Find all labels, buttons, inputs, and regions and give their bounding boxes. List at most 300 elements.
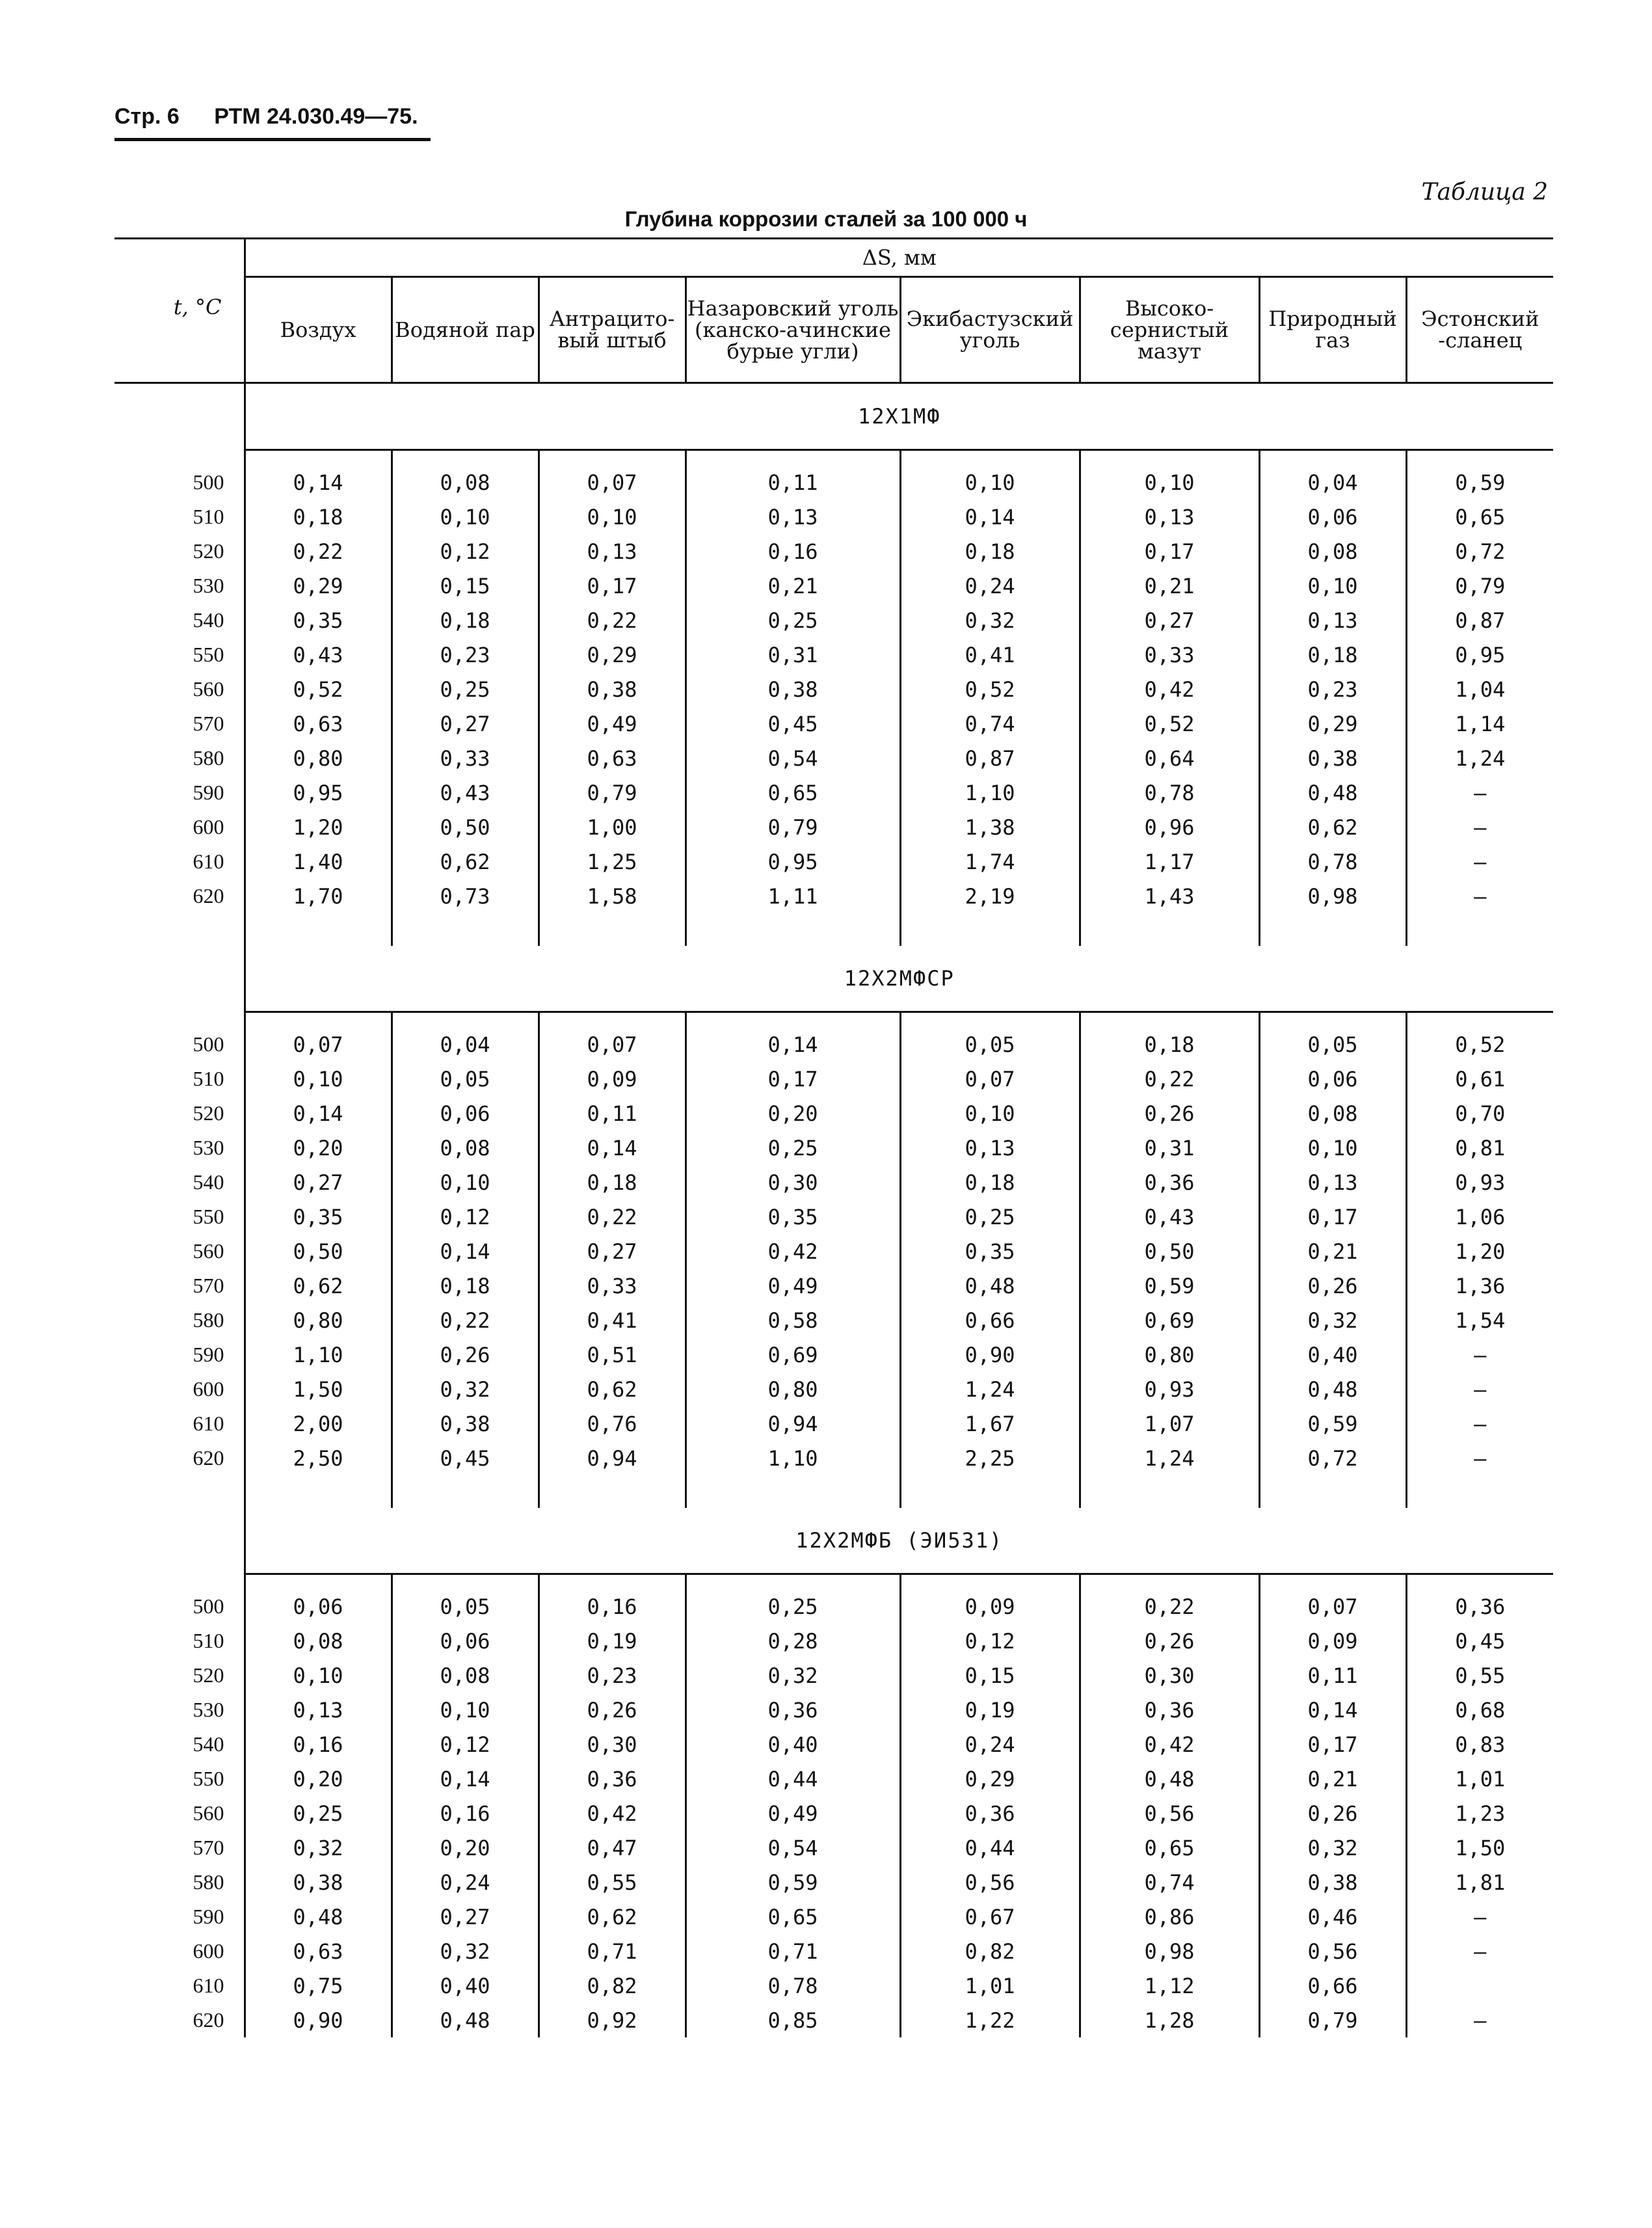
temperature-cell: 560 [193, 677, 224, 701]
value-cell: — [1406, 1441, 1553, 1475]
value-cell: 1,10 [686, 1441, 900, 1475]
spacer-cell [1259, 913, 1406, 946]
spacer-cell [392, 1574, 539, 1590]
value-cell: 0,10 [900, 1096, 1080, 1131]
spacer-cell [900, 1012, 1080, 1028]
table-row [114, 1200, 1553, 1234]
value-cell: 0,12 [900, 1624, 1080, 1658]
value-cell: 0,66 [900, 1303, 1080, 1337]
value-cell: 0,59 [686, 1865, 900, 1899]
document-code: РТМ 24.030.49—75. [214, 104, 418, 129]
value-cell: 0,05 [1259, 1027, 1406, 1062]
value-cell: 0,23 [392, 638, 539, 672]
value-cell: 0,05 [900, 1027, 1080, 1062]
value-cell: 0,10 [245, 1062, 392, 1096]
value-cell: 0,08 [392, 465, 539, 500]
table-row [114, 638, 1553, 672]
spacer-cell [392, 1012, 539, 1028]
spacer-cell [686, 1475, 900, 1508]
value-cell: 0,81 [1406, 1131, 1553, 1165]
value-cell: 0,98 [1259, 879, 1406, 913]
value-cell: 0,17 [1259, 1200, 1406, 1234]
value-cell: 0,25 [245, 1796, 392, 1831]
value-cell: 0,31 [1080, 1131, 1259, 1165]
value-cell: 0,54 [686, 1831, 900, 1865]
value-cell: 0,63 [539, 741, 686, 775]
spacer-cell [686, 913, 900, 946]
value-cell: 0,41 [900, 638, 1080, 672]
value-cell: 0,74 [900, 706, 1080, 741]
value-cell: 0,20 [392, 1831, 539, 1865]
value-cell: 0,62 [245, 1268, 392, 1303]
value-cell: 0,04 [1259, 465, 1406, 500]
value-cell: 1,70 [245, 879, 392, 913]
spacer-cell [539, 450, 686, 466]
value-cell: 0,95 [686, 844, 900, 879]
value-cell: 0,25 [686, 1131, 900, 1165]
value-cell: 0,17 [539, 569, 686, 603]
value-cell: 1,06 [1406, 1200, 1553, 1234]
value-cell: 0,42 [539, 1796, 686, 1831]
value-cell: 0,15 [900, 1658, 1080, 1693]
value-cell: 0,26 [1259, 1268, 1406, 1303]
value-cell: 1,14 [1406, 706, 1553, 741]
value-cell: 0,06 [1259, 1062, 1406, 1096]
value-cell: 0,72 [1406, 534, 1553, 569]
value-cell: 0,42 [1080, 672, 1259, 706]
value-cell: 0,32 [392, 1372, 539, 1406]
value-cell: 0,75 [245, 1968, 392, 2003]
table-row [114, 1027, 1553, 1062]
value-cell: 0,14 [245, 1096, 392, 1131]
value-cell: 0,98 [1080, 1934, 1259, 1968]
value-cell: 0,08 [392, 1658, 539, 1693]
corrosion-table [114, 237, 1553, 2037]
value-cell: 0,20 [245, 1762, 392, 1796]
temperature-cell: 560 [193, 1239, 224, 1263]
value-cell: 0,64 [1080, 741, 1259, 775]
table-row [114, 1441, 1553, 1475]
table-row [114, 672, 1553, 706]
value-cell: 0,29 [900, 1762, 1080, 1796]
value-cell: 0,71 [686, 1934, 900, 1968]
spacer-row [114, 1012, 1553, 1028]
value-cell: 0,08 [1259, 1096, 1406, 1131]
value-cell: 0,22 [539, 1200, 686, 1234]
value-cell: 2,00 [245, 1406, 392, 1441]
table-caption: Глубина коррозии сталей за 100 000 ч [624, 207, 1028, 231]
value-cell: 0,38 [392, 1406, 539, 1441]
spacer-cell [245, 1475, 392, 1508]
temperature-cell: 610 [193, 1974, 224, 1997]
value-cell: 0,13 [686, 500, 900, 534]
value-cell: 1,40 [245, 844, 392, 879]
temperature-cell: 600 [193, 815, 224, 839]
value-cell: 0,45 [1406, 1624, 1553, 1658]
value-cell: 0,49 [539, 706, 686, 741]
value-cell: 0,95 [1406, 638, 1553, 672]
value-cell: 0,22 [392, 1303, 539, 1337]
value-cell: 0,55 [1406, 1658, 1553, 1693]
value-cell: 0,25 [686, 603, 900, 638]
value-cell [1406, 1968, 1553, 2003]
value-cell: 0,63 [245, 706, 392, 741]
value-cell: 0,36 [1080, 1165, 1259, 1200]
value-cell: 0,26 [539, 1693, 686, 1727]
column-header: Воздух [245, 277, 392, 383]
value-cell: 1,58 [539, 879, 686, 913]
value-cell: 1,43 [1080, 879, 1259, 913]
value-cell: 0,13 [1259, 1165, 1406, 1200]
value-cell: — [1406, 1899, 1553, 1934]
value-cell: 0,13 [1080, 500, 1259, 534]
value-cell: 0,05 [392, 1589, 539, 1624]
column-header: Антрацито-вый штыб [539, 277, 686, 383]
value-cell: 0,61 [1406, 1062, 1553, 1096]
spacer-cell [1259, 1574, 1406, 1590]
value-cell: 1,11 [686, 879, 900, 913]
spacer-cell [1080, 450, 1259, 466]
value-cell: 0,52 [900, 672, 1080, 706]
table-row [114, 706, 1553, 741]
value-cell: 0,06 [392, 1096, 539, 1131]
spacer-cell [245, 1574, 392, 1590]
value-cell: 0,18 [245, 500, 392, 534]
value-cell: 0,55 [539, 1865, 686, 1899]
value-cell: 0,49 [686, 1268, 900, 1303]
temperature-cell: 570 [193, 712, 224, 735]
spacer-cell [1406, 1574, 1553, 1590]
spacer-cell [245, 1012, 392, 1028]
value-cell: 1,00 [539, 810, 686, 844]
value-cell: 0,59 [1080, 1268, 1259, 1303]
value-cell: 0,78 [1080, 775, 1259, 810]
table-row [114, 1624, 1553, 1658]
value-cell: 0,08 [245, 1624, 392, 1658]
value-cell: 0,36 [539, 1762, 686, 1796]
value-cell: 0,42 [686, 1234, 900, 1268]
temperature-cell: 580 [193, 1308, 224, 1332]
value-cell: 0,93 [1080, 1372, 1259, 1406]
value-cell: 0,22 [1080, 1062, 1259, 1096]
value-cell: 0,23 [1259, 672, 1406, 706]
steel-group-header [114, 1508, 1553, 1574]
value-cell: 0,10 [1080, 465, 1259, 500]
value-cell: 0,65 [1080, 1831, 1259, 1865]
value-cell: 0,62 [392, 844, 539, 879]
value-cell: 0,79 [1259, 2003, 1406, 2037]
value-cell: 0,48 [1080, 1762, 1259, 1796]
value-cell: 0,16 [539, 1589, 686, 1624]
column-header: Высоко-сернистый мазут [1080, 277, 1259, 383]
value-cell: 0,27 [392, 706, 539, 741]
value-cell: 0,80 [686, 1372, 900, 1406]
temperature-cell: 540 [193, 1732, 224, 1756]
value-cell: 1,36 [1406, 1268, 1553, 1303]
value-cell: 0,14 [900, 500, 1080, 534]
temperature-cell: 590 [193, 1343, 224, 1366]
temperature-cell: 500 [193, 1032, 224, 1056]
value-cell: 0,93 [1406, 1165, 1553, 1200]
value-cell: 1,22 [900, 2003, 1080, 2037]
temperature-cell: 520 [193, 1663, 224, 1687]
spacer-cell [114, 1012, 245, 1028]
value-cell: 0,76 [539, 1406, 686, 1441]
value-cell: 0,35 [686, 1200, 900, 1234]
value-cell: 0,33 [1080, 638, 1259, 672]
value-cell: 0,32 [392, 1934, 539, 1968]
value-cell: 0,80 [245, 741, 392, 775]
value-cell: 0,26 [392, 1337, 539, 1372]
value-cell: 0,47 [539, 1831, 686, 1865]
table-row [114, 1062, 1553, 1096]
table-row [114, 1234, 1553, 1268]
temperature-cell: 510 [193, 505, 224, 528]
value-cell: 0,69 [1080, 1303, 1259, 1337]
table-row [114, 2003, 1553, 2037]
value-cell: 0,38 [686, 672, 900, 706]
value-cell: 0,50 [1080, 1234, 1259, 1268]
value-cell: 0,82 [900, 1934, 1080, 1968]
value-cell: 0,85 [686, 2003, 900, 2037]
empty-cell [114, 383, 245, 450]
page-header [114, 104, 418, 129]
value-cell: 0,14 [392, 1234, 539, 1268]
value-cell: 1,12 [1080, 1968, 1259, 2003]
value-cell: 0,50 [392, 810, 539, 844]
value-cell: 0,07 [900, 1062, 1080, 1096]
value-cell: 0,30 [539, 1727, 686, 1762]
temperature-cell: 540 [193, 1170, 224, 1194]
value-cell: 0,20 [245, 1131, 392, 1165]
spacer-cell [114, 1475, 245, 1508]
value-cell: 0,10 [392, 1693, 539, 1727]
temperature-cell: 530 [193, 574, 224, 597]
value-cell: 0,90 [900, 1337, 1080, 1372]
steel-grade: 12Х2МФБ (ЭИ531) [245, 1508, 1553, 1574]
value-cell: 0,25 [900, 1200, 1080, 1234]
value-cell: 1,01 [900, 1968, 1080, 2003]
column-header: Экибастузский уголь [900, 277, 1080, 383]
value-cell: 0,10 [900, 465, 1080, 500]
table-row [114, 1968, 1553, 2003]
value-cell: 0,36 [686, 1693, 900, 1727]
value-cell: 0,80 [245, 1303, 392, 1337]
value-cell: 0,06 [245, 1589, 392, 1624]
spacer-cell [539, 1012, 686, 1028]
value-cell: 0,18 [900, 1165, 1080, 1200]
table-row [114, 1268, 1553, 1303]
value-cell: 0,27 [245, 1165, 392, 1200]
spacer-cell [686, 1574, 900, 1590]
temperature-cell: 550 [193, 643, 224, 666]
value-cell: 0,40 [1259, 1337, 1406, 1372]
value-cell: 0,43 [392, 775, 539, 810]
spacer-cell [1080, 1475, 1259, 1508]
value-cell: 0,04 [392, 1027, 539, 1062]
table-row [114, 1796, 1553, 1831]
value-cell: 0,16 [686, 534, 900, 569]
table-row [114, 879, 1553, 913]
value-cell: 1,01 [1406, 1762, 1553, 1796]
temperature-cell: 580 [193, 1870, 224, 1894]
value-cell: 0,49 [686, 1796, 900, 1831]
value-cell: 0,19 [539, 1624, 686, 1658]
value-cell: 0,29 [1259, 706, 1406, 741]
table-row [114, 1899, 1553, 1934]
value-cell: 0,48 [1259, 1372, 1406, 1406]
value-cell: 0,18 [392, 603, 539, 638]
value-cell: 0,43 [1080, 1200, 1259, 1234]
spacer-cell [900, 450, 1080, 466]
value-cell: 1,50 [245, 1372, 392, 1406]
value-cell: — [1406, 879, 1553, 913]
value-cell: 0,38 [1259, 1865, 1406, 1899]
value-cell: 1,74 [900, 844, 1080, 879]
steel-grade: 12Х2МФСР [245, 946, 1553, 1012]
table-row [114, 1693, 1553, 1727]
value-cell: 0,94 [686, 1406, 900, 1441]
spacer-cell [539, 1574, 686, 1590]
value-cell: 0,24 [392, 1865, 539, 1899]
value-cell: 2,19 [900, 879, 1080, 913]
value-cell: 0,69 [686, 1337, 900, 1372]
value-cell: 0,82 [539, 1968, 686, 2003]
temperature-cell: 600 [193, 1377, 224, 1401]
value-cell: 0,46 [1259, 1899, 1406, 1934]
value-cell: 0,09 [900, 1589, 1080, 1624]
value-cell: 0,62 [539, 1899, 686, 1934]
value-cell: 1,07 [1080, 1406, 1259, 1441]
table-row [114, 465, 1553, 500]
spacer-cell [1259, 1475, 1406, 1508]
column-header: Природный газ [1259, 277, 1406, 383]
value-cell: 0,18 [539, 1165, 686, 1200]
value-cell: 0,36 [900, 1796, 1080, 1831]
value-cell: 0,22 [1080, 1589, 1259, 1624]
column-header: Водяной пар [392, 277, 539, 383]
value-cell: 1,10 [900, 775, 1080, 810]
value-cell: 0,06 [392, 1624, 539, 1658]
table-row [114, 1727, 1553, 1762]
value-cell: 0,28 [686, 1624, 900, 1658]
value-cell: 0,48 [900, 1268, 1080, 1303]
temperature-cell: 520 [193, 539, 224, 563]
value-cell: 0,18 [1259, 638, 1406, 672]
value-cell: 0,87 [900, 741, 1080, 775]
value-cell: 0,56 [900, 1865, 1080, 1899]
value-cell: 1,20 [1406, 1234, 1553, 1268]
spacer-row [114, 913, 1553, 946]
value-cell: 0,79 [539, 775, 686, 810]
value-cell: 0,36 [1080, 1693, 1259, 1727]
value-cell: 0,12 [392, 534, 539, 569]
value-cell: 0,19 [900, 1693, 1080, 1727]
temperature-cell: 610 [193, 850, 224, 873]
temperature-cell: 530 [193, 1698, 224, 1721]
temperature-cell: 530 [193, 1136, 224, 1159]
value-cell: 1,23 [1406, 1796, 1553, 1831]
spacer-cell [900, 913, 1080, 946]
value-cell: 0,45 [392, 1441, 539, 1475]
temperature-column-header: t, °C [114, 239, 245, 383]
value-cell: 0,50 [245, 1234, 392, 1268]
value-cell: 0,16 [392, 1796, 539, 1831]
value-cell: 0,07 [539, 465, 686, 500]
value-cell: — [1406, 810, 1553, 844]
value-cell: 0,16 [245, 1727, 392, 1762]
value-cell: 0,54 [686, 741, 900, 775]
value-cell: 0,08 [1259, 534, 1406, 569]
value-cell: 0,48 [1259, 775, 1406, 810]
value-cell: 0,87 [1406, 603, 1553, 638]
value-cell: 0,20 [686, 1096, 900, 1131]
spacer-cell [1406, 913, 1553, 946]
value-cell: 0,35 [900, 1234, 1080, 1268]
spacer-row [114, 1475, 1553, 1508]
value-cell: 0,26 [1080, 1096, 1259, 1131]
value-cell: 0,17 [1080, 534, 1259, 569]
temperature-cell: 600 [193, 1939, 224, 1963]
value-cell: 0,14 [392, 1762, 539, 1796]
value-cell: 2,25 [900, 1441, 1080, 1475]
value-cell: 0,21 [1259, 1762, 1406, 1796]
value-cell: 0,56 [1259, 1934, 1406, 1968]
value-cell: 0,14 [686, 1027, 900, 1062]
value-cell: 0,10 [245, 1658, 392, 1693]
value-cell: 0,90 [245, 2003, 392, 2037]
spacer-cell [392, 450, 539, 466]
temperature-cell: 510 [193, 1067, 224, 1090]
value-cell: 0,42 [1080, 1727, 1259, 1762]
value-cell: 1,24 [1080, 1441, 1259, 1475]
value-cell: 0,10 [1259, 569, 1406, 603]
value-cell: 0,78 [686, 1968, 900, 2003]
temperature-cell: 610 [193, 1412, 224, 1435]
value-cell: 0,14 [539, 1131, 686, 1165]
value-cell: 0,10 [539, 500, 686, 534]
table-row [114, 1337, 1553, 1372]
spacer-cell [900, 1574, 1080, 1590]
temperature-cell: 620 [193, 884, 224, 907]
temperature-cell: 520 [193, 1101, 224, 1125]
value-cell: 0,13 [1259, 603, 1406, 638]
value-cell: 0,35 [245, 1200, 392, 1234]
temperature-cell: 620 [193, 2008, 224, 2032]
value-cell: 0,13 [539, 534, 686, 569]
value-cell: 0,79 [1406, 569, 1553, 603]
temperature-cell: 540 [193, 608, 224, 632]
value-cell: 0,92 [539, 2003, 686, 2037]
value-cell: 0,27 [1080, 603, 1259, 638]
temperature-cell: 590 [193, 1905, 224, 1928]
value-cell: 0,22 [539, 603, 686, 638]
value-cell: 0,09 [539, 1062, 686, 1096]
spacer-cell [114, 450, 245, 466]
value-cell: 0,11 [539, 1096, 686, 1131]
empty-cell [114, 1508, 245, 1574]
value-cell: 0,25 [686, 1589, 900, 1624]
table-row [114, 1934, 1553, 1968]
value-cell: 0,72 [1259, 1441, 1406, 1475]
temperature-cell: 570 [193, 1274, 224, 1297]
value-cell: 1,50 [1406, 1831, 1553, 1865]
spacer-cell [245, 450, 392, 466]
value-cell: 0,24 [900, 569, 1080, 603]
value-cell: 0,12 [392, 1200, 539, 1234]
value-cell: 0,11 [686, 465, 900, 500]
value-cell: 0,45 [686, 706, 900, 741]
